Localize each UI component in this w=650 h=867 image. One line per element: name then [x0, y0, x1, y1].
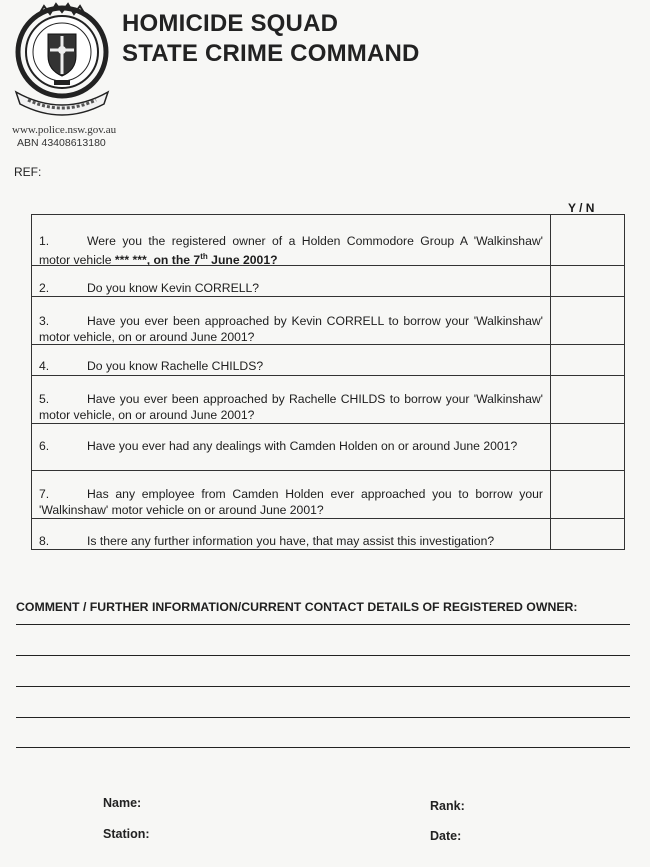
- answer-cell-3[interactable]: [550, 297, 625, 344]
- website-url: www.police.nsw.gov.au: [12, 124, 117, 136]
- question-number: 3.: [39, 314, 50, 328]
- answer-cell-8[interactable]: [550, 519, 625, 550]
- comment-line-4[interactable]: [16, 717, 630, 718]
- answer-column-header: Y / N: [568, 201, 595, 215]
- page-title-line-1: HOMICIDE SQUAD: [122, 10, 339, 37]
- question-row-4: [31, 344, 625, 375]
- question-text: Do you know Rachelle CHILDS?: [87, 359, 264, 373]
- date-label: Date:: [430, 829, 462, 843]
- question-1-text-bold-end: June 2001?: [207, 253, 278, 268]
- comment-heading: COMMENT / FURTHER INFORMATION/CURRENT CONTACT DETAILS OF REGISTERED OWNER:: [16, 600, 578, 614]
- comment-line-2[interactable]: [16, 655, 630, 656]
- question-row-8: [31, 518, 625, 550]
- question-number: 7.: [39, 487, 50, 501]
- abn-number: ABN 43408613180: [17, 137, 106, 149]
- answer-cell-2[interactable]: [550, 266, 625, 296]
- question-7-text: [39, 486, 543, 518]
- question-text: Has any employee from Camden Holden ever approached you to borrow your 'Walkinshaw' motor vehicle on or around June 2001?: [39, 487, 543, 517]
- question-number: 5.: [39, 392, 50, 406]
- question-5-text: [39, 391, 543, 423]
- question-number: 2.: [39, 281, 50, 295]
- ref-label: REF:: [14, 165, 42, 179]
- question-text: Have you ever had any dealings with Camden Holden on or around June 2001?: [87, 439, 518, 453]
- question-row-1: [31, 214, 625, 268]
- question-text: Is there any further information you have, that may assist this investigation?: [87, 534, 495, 548]
- question-1-text: [39, 233, 543, 268]
- station-label: Station:: [103, 827, 150, 841]
- question-text: Have you ever been approached by Kevin CORRELL to borrow your 'Walkinshaw' motor vehicle, on or around June 2001?: [39, 314, 543, 344]
- answer-cell-5[interactable]: [550, 376, 625, 423]
- question-3-text: [39, 313, 543, 345]
- answer-cell-1[interactable]: [550, 215, 625, 265]
- question-6-text: [39, 438, 543, 454]
- question-1-superscript: th: [200, 252, 208, 261]
- question-4-text: [39, 358, 543, 374]
- question-number: 6.: [39, 439, 50, 453]
- question-row-6: [31, 423, 625, 470]
- question-number: 8.: [39, 534, 50, 548]
- question-8-text: [39, 533, 543, 549]
- comment-line-5[interactable]: [16, 747, 630, 748]
- question-row-7: [31, 470, 625, 518]
- question-number: 4.: [39, 359, 50, 373]
- rank-label: Rank:: [430, 799, 465, 813]
- question-text: Do you know Kevin CORRELL?: [87, 281, 260, 295]
- question-2-text: [39, 280, 543, 296]
- page-title-line-2: STATE CRIME COMMAND: [122, 40, 420, 67]
- comment-line-3[interactable]: [16, 686, 630, 687]
- answer-cell-4[interactable]: [550, 345, 625, 375]
- question-number: 1.: [39, 234, 50, 248]
- answer-cell-7[interactable]: [550, 471, 625, 518]
- question-text: Have you ever been approached by Rachelle CHILDS to borrow your 'Walkinshaw' motor vehicle, on or around June 2001?: [39, 392, 543, 422]
- question-1-text-bold: *** ***, on the 7: [114, 253, 201, 268]
- question-row-5: [31, 375, 625, 423]
- question-1-text-main: Were you the registered owner of a Holden Commodore Group A 'Walkinshaw' motor vehicle: [39, 234, 543, 268]
- answer-cell-6[interactable]: [550, 424, 625, 470]
- question-row-2: [31, 265, 625, 296]
- nsw-police-crest-logo: [8, 0, 116, 122]
- comment-line-1[interactable]: [16, 624, 630, 625]
- questionnaire-table: [31, 214, 625, 550]
- name-label: Name:: [103, 796, 142, 810]
- question-row-3: [31, 296, 625, 344]
